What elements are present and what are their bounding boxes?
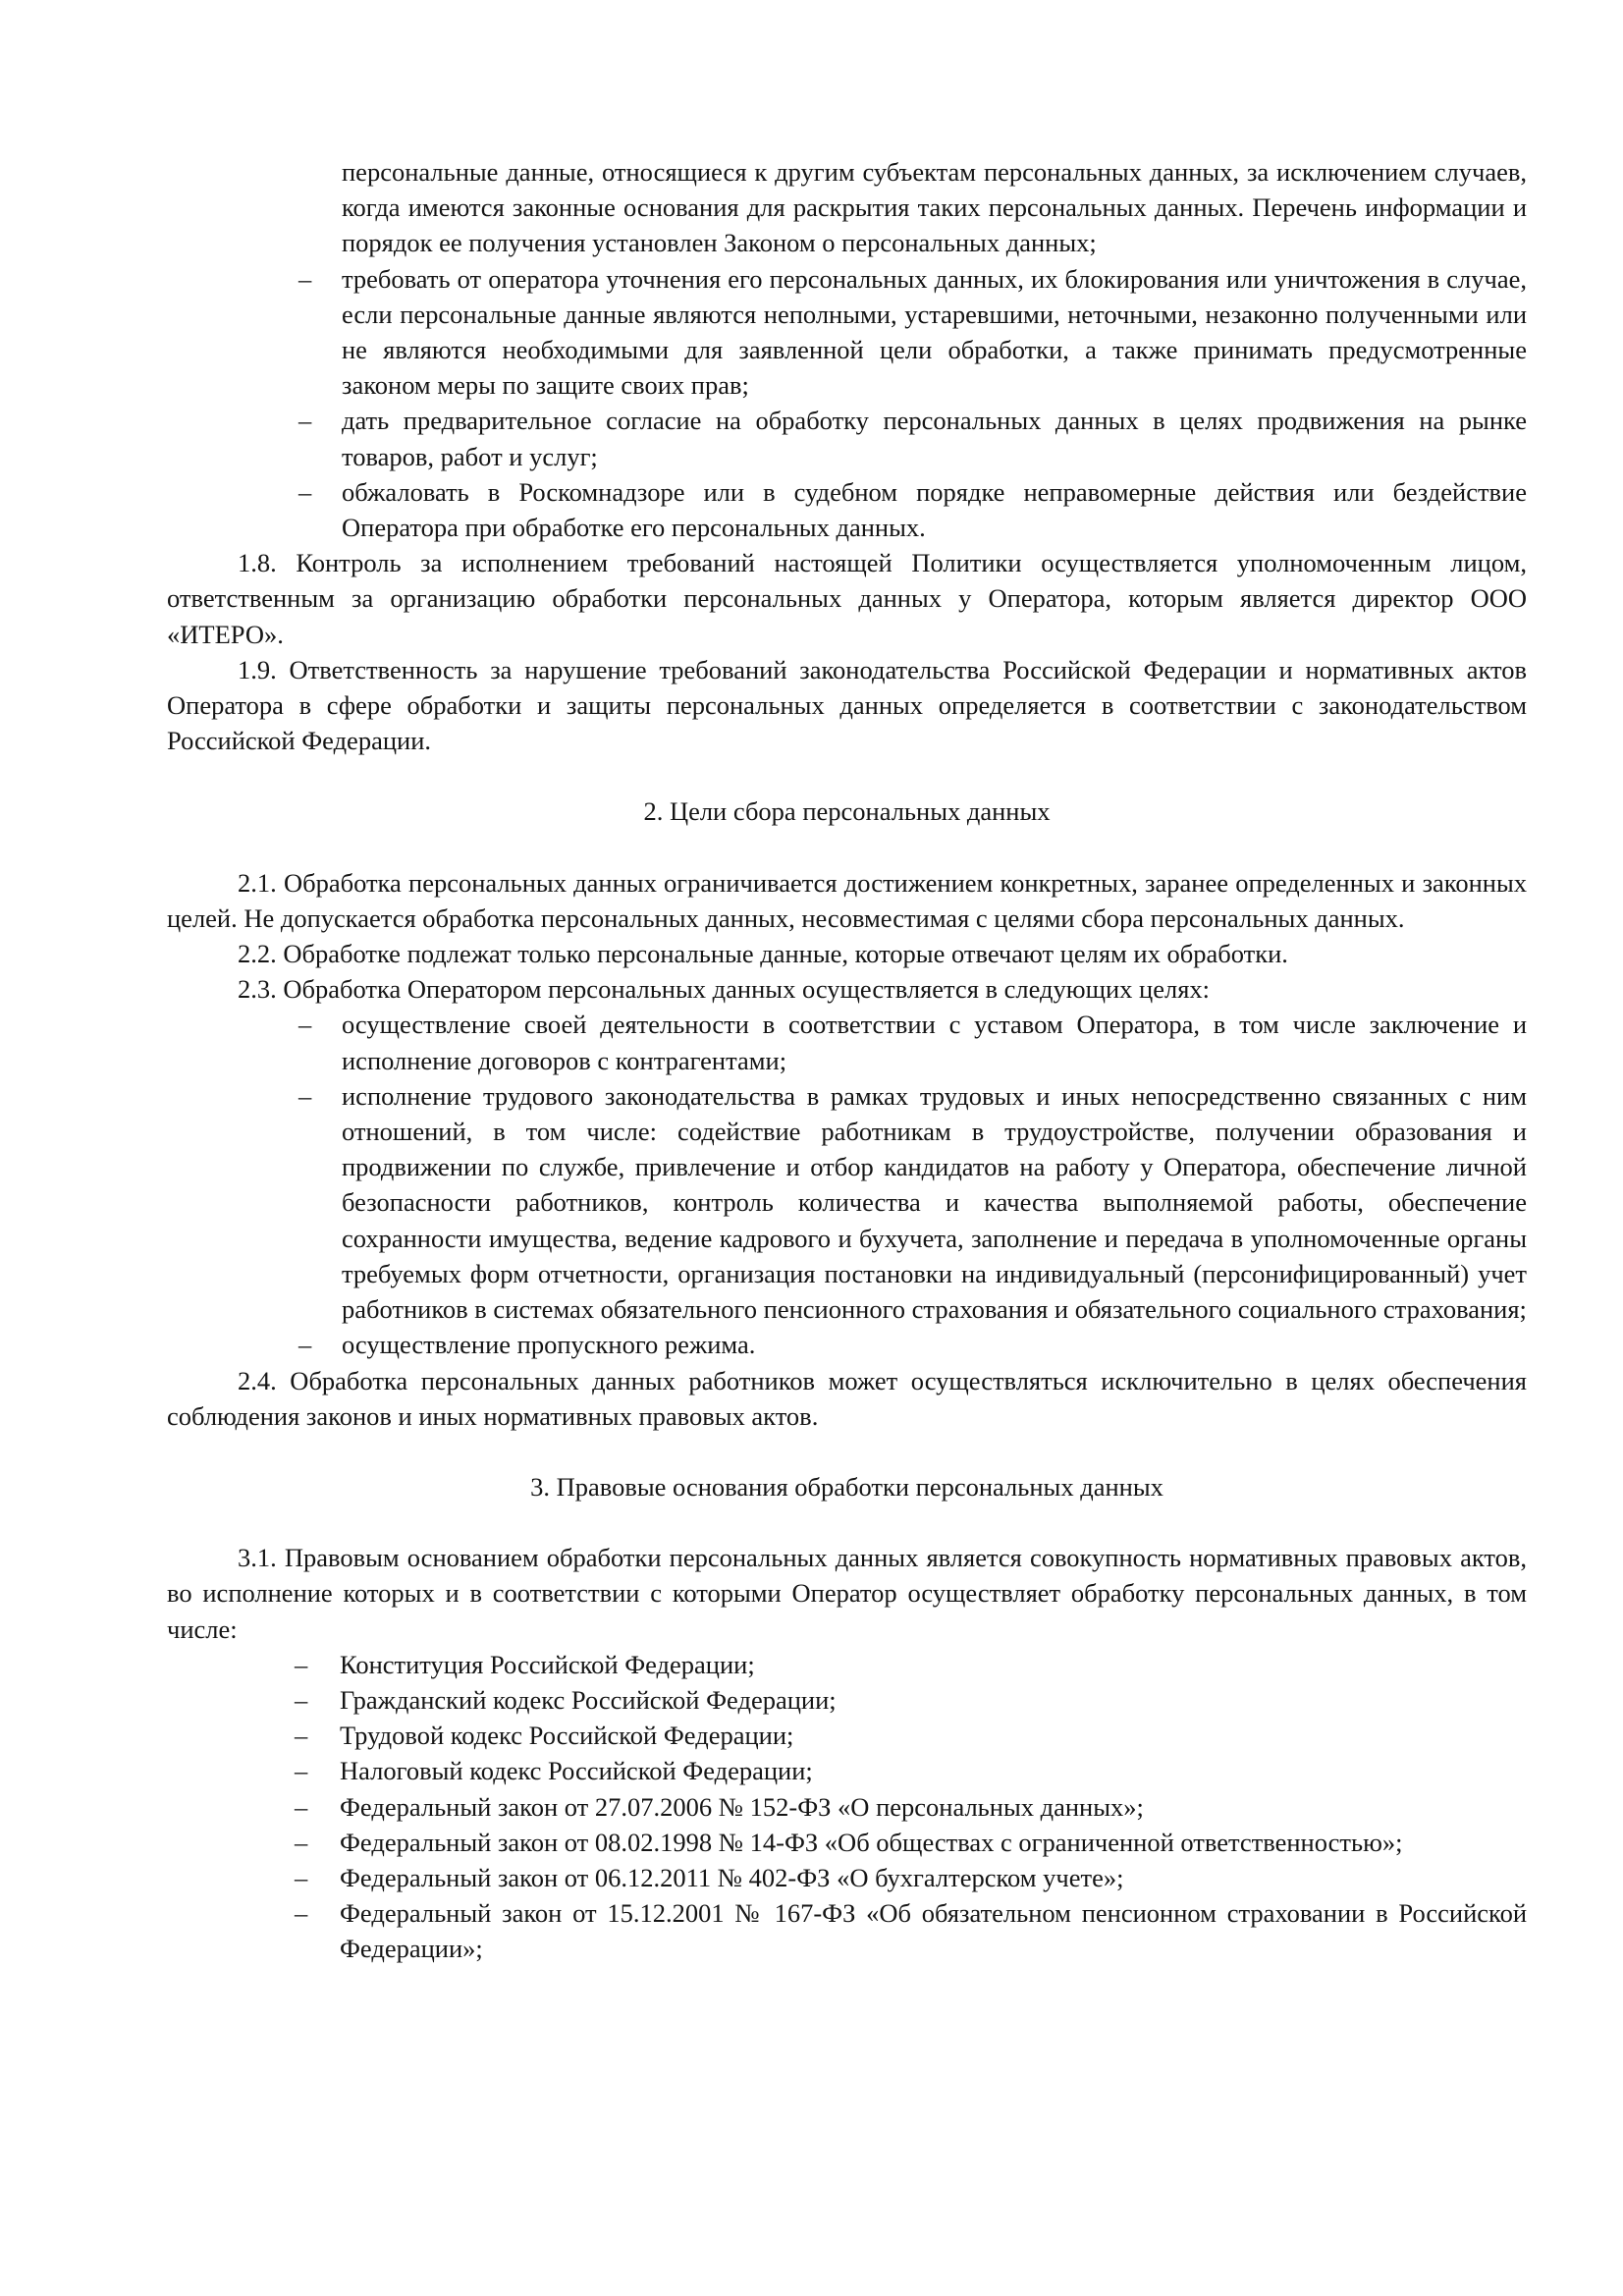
purpose-bullet	[167, 1007, 1527, 1077]
legal-act-text: Федеральный закон от 06.12.2011 № 402-ФЗ «О бухгалтерском учете»;	[340, 1862, 1124, 1892]
bullet-text: обжаловать в Роскомнадзоре или в судебном порядке неправомерные действия или бездействие Оператора при обработке его персональных данных.	[342, 476, 1527, 543]
dash-bullet-icon: –	[298, 1010, 312, 1040]
legal-act-text: Трудовой кодекс Российской Федерации;	[340, 1721, 794, 1751]
legal-act-text: Конституция Российской Федерации;	[340, 1649, 755, 1679]
bullet-text: дать предварительное согласие на обработку персональных данных в целях продвижения на рынке товаров, работ и услуг;	[342, 406, 1527, 471]
legal-act-item	[167, 1789, 1527, 1825]
bullet-text: исполнение трудового законодательства в рамках трудовых и иных непосредственно связанных с ним отношений, в том числе: содействие работникам в трудоустройстве, получении образования и продвижении по службе, привлечение и отбор кандидатов на работу у Оператора, обеспечение личной безопасности работников, контроль количества и качества выполняемой работы, обеспечение сохранности имущества, ведение кадрового и бухучета, заполнение и передача в уполномоченные органы требуемых форм отчетности, организация постановки на индивидуальный (персонифицированный) учет работников в системах обязательного пенсионного страхования и обязательного социального страхования;	[342, 1080, 1527, 1325]
dash-bullet-icon: –	[295, 1862, 308, 1892]
dash-bullet-icon: –	[295, 1649, 308, 1679]
legal-acts-list	[167, 1647, 1527, 1967]
dash-bullet-icon: –	[298, 263, 312, 294]
paragraph-3-1: 3.1. Правовым основанием обработки персональных данных является совокупность нормативных правовых актов, во исполнение которых и в соответствии с которыми Оператор осуществляет обработку персональных данных, в том числе:	[167, 1543, 1527, 1644]
rights-bullet	[167, 474, 1527, 545]
paragraph-1-9: 1.9. Ответственность за нарушение требований законодательства Российской Федерации и нормативных актов Оператора в сфере обработки и защиты персональных данных определяется в соответствии с законодательством Российской Федерации.	[167, 654, 1527, 756]
legal-act-text: Федеральный закон от 08.02.1998 № 14-ФЗ «Об обществах с ограниченной ответственностью»;	[340, 1827, 1403, 1857]
dash-bullet-icon: –	[295, 1756, 308, 1786]
paragraph-2-2: 2.2. Обработке подлежат только персональные данные, которые отвечают целям их обработки.	[238, 939, 1288, 969]
dash-bullet-icon: –	[298, 1080, 312, 1111]
paragraph-1-8: 1.8. Контроль за исполнением требований настоящей Политики осуществляется уполномоченным лицом, ответственным за организацию обработки персональных данных у Оператора, которым является директор ООО «ИТЕРО».	[167, 548, 1527, 649]
section-3-heading: 3. Правовые основания обработки персональных данных	[530, 1471, 1163, 1502]
section-2-heading: 2. Цели сбора персональных данных	[643, 796, 1051, 827]
document-page	[167, 154, 1527, 1967]
legal-act-item	[167, 1718, 1527, 1753]
paragraph-2-1: 2.1. Обработка персональных данных ограничивается достижением конкретных, заранее определенных и законных целей. Не допускается обработка персональных данных, несовместимая с целями сбора персональных данных.	[167, 867, 1527, 933]
bullet-text: осуществление пропускного режима.	[342, 1330, 756, 1360]
legal-act-text: Федеральный закон от 15.12.2001 № 167-ФЗ «Об обязательном пенсионном страховании в Российской Федерации»;	[340, 1898, 1527, 1964]
legal-act-item	[167, 1753, 1527, 1788]
dash-bullet-icon: –	[295, 1721, 308, 1751]
dash-bullet-icon: –	[298, 1330, 312, 1360]
legal-act-item	[167, 1895, 1527, 1966]
dash-bullet-icon: –	[295, 1791, 308, 1822]
dash-bullet-icon: –	[295, 1898, 308, 1929]
legal-act-item	[167, 1682, 1527, 1718]
dash-bullet-icon: –	[295, 1684, 308, 1715]
paragraph-2-3: 2.3. Обработка Оператором персональных данных осуществляется в следующих целях:	[238, 974, 1211, 1005]
legal-act-text: Налоговый кодекс Российской Федерации;	[340, 1756, 813, 1786]
purpose-bullet	[167, 1327, 1527, 1362]
legal-act-item	[167, 1647, 1527, 1682]
purpose-bullet	[167, 1078, 1527, 1327]
bullet-text: осуществление своей деятельности в соответствии с уставом Оператора, в том числе заключение и исполнение договоров с контрагентами;	[342, 1010, 1527, 1075]
paragraph-2-4: 2.4. Обработка персональных данных работников может осуществляться исключительно в целях обеспечения соблюдения законов и иных нормативных правовых актов.	[167, 1365, 1527, 1431]
legal-act-item	[167, 1825, 1527, 1860]
paragraph-intro-continuation: персональные данные, относящиеся к другим субъектам персональных данных, за исключением случаев, когда имеются законные основания для раскрытия таких персональных данных. Перечень информации и порядок ее получения установлен Законом о персональных данных;	[342, 157, 1527, 258]
dash-bullet-icon: –	[298, 476, 312, 507]
dash-bullet-icon: –	[298, 406, 312, 436]
bullet-text: требовать от оператора уточнения его персональных данных, их блокирования или уничтожения в случае, если персональные данные являются неполными, устаревшими, неточными, незаконно полученными или не являются необходимыми для заявленной цели обработки, а также принимать предусмотренные законом меры по защите своих прав;	[342, 263, 1527, 401]
legal-act-text: Гражданский кодекс Российской Федерации;	[340, 1684, 837, 1715]
legal-act-text: Федеральный закон от 27.07.2006 № 152-ФЗ «О персональных данных»;	[340, 1791, 1144, 1822]
dash-bullet-icon: –	[295, 1827, 308, 1857]
rights-bullet	[167, 403, 1527, 473]
legal-act-item	[167, 1860, 1527, 1895]
rights-bullet	[167, 261, 1527, 404]
